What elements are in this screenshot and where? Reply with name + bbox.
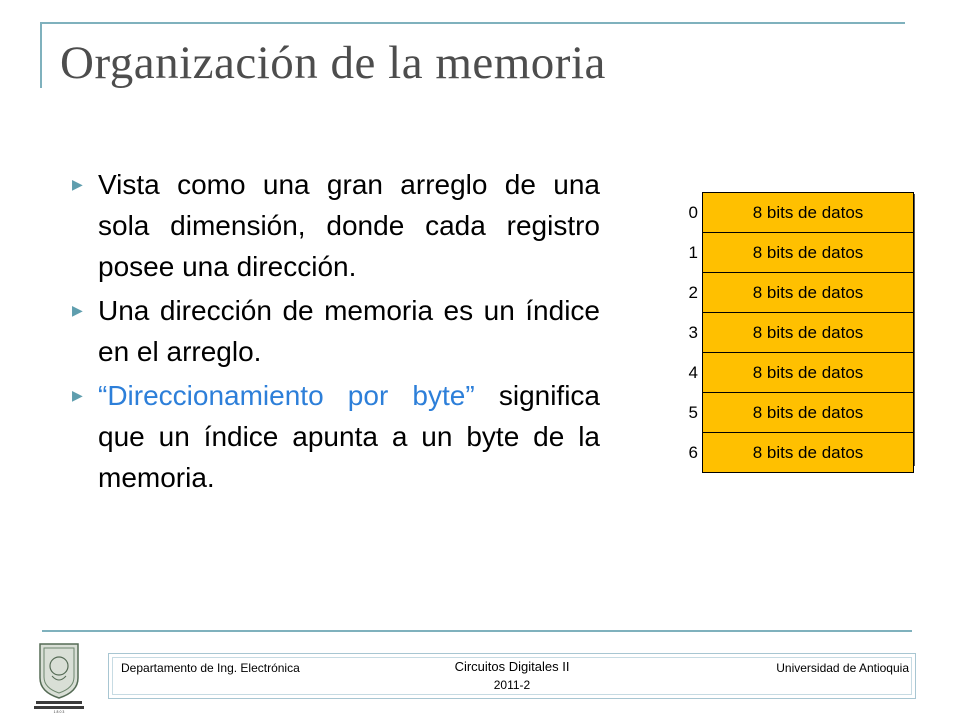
triangle-right-icon: ▶ [72,387,83,403]
triangle-right-icon: ▶ [72,176,83,192]
memory-address: 2 [688,282,698,302]
memory-cell: 8 bits de datos [703,193,914,233]
university-seal-icon [30,638,88,714]
bullet-item [70,375,600,498]
memory-address: 5 [688,402,698,422]
footer-box [108,653,916,699]
bullet-item [70,290,600,372]
memory-row [664,233,914,273]
memory-address: 1 [688,242,698,262]
bullet-item [70,164,600,287]
footer-department: Departamento de Ing. Electrónica [121,661,300,675]
title-frame-horizontal [40,22,905,24]
memory-cell: 8 bits de datos [703,273,914,313]
memory-row [664,273,914,313]
footer-course: Circuitos Digitales II [454,659,570,674]
bullet-highlight: “Direccionamiento por byte” [98,380,475,411]
memory-cell: 8 bits de datos [703,233,914,273]
title-frame-vertical [40,22,42,88]
logo-caption: 1 8 0 3 [53,710,65,714]
memory-cell: 8 bits de datos [703,313,914,353]
memory-cell: 8 bits de datos [703,393,914,433]
bullet-text: Una dirección de memoria es un índice en el arreglo. [98,295,600,367]
memory-address: 4 [688,362,698,382]
memory-address: 0 [688,202,698,222]
bullet-list [70,164,600,501]
memory-row [664,193,914,233]
memory-row [664,433,914,473]
memory-address: 3 [688,322,698,342]
memory-cell: 8 bits de datos [703,353,914,393]
footer-term: 2011-2 [493,678,531,692]
bullet-text: significa que un índice apunta a un byte de la memoria. [98,380,601,493]
footer-university: Universidad de Antioquia [776,661,909,675]
memory-row [664,353,914,393]
memory-table [664,192,914,473]
memory-row [664,313,914,353]
memory-row [664,393,914,433]
triangle-right-icon: ▶ [72,302,83,318]
footer-divider [42,630,912,632]
memory-cell: 8 bits de datos [703,433,914,473]
slide-title: Organización de la memoria [60,37,606,89]
bullet-text: Vista como una gran arreglo de una sola dimensión, donde cada registro posee una dirección. [98,169,600,282]
memory-address: 6 [688,442,698,462]
